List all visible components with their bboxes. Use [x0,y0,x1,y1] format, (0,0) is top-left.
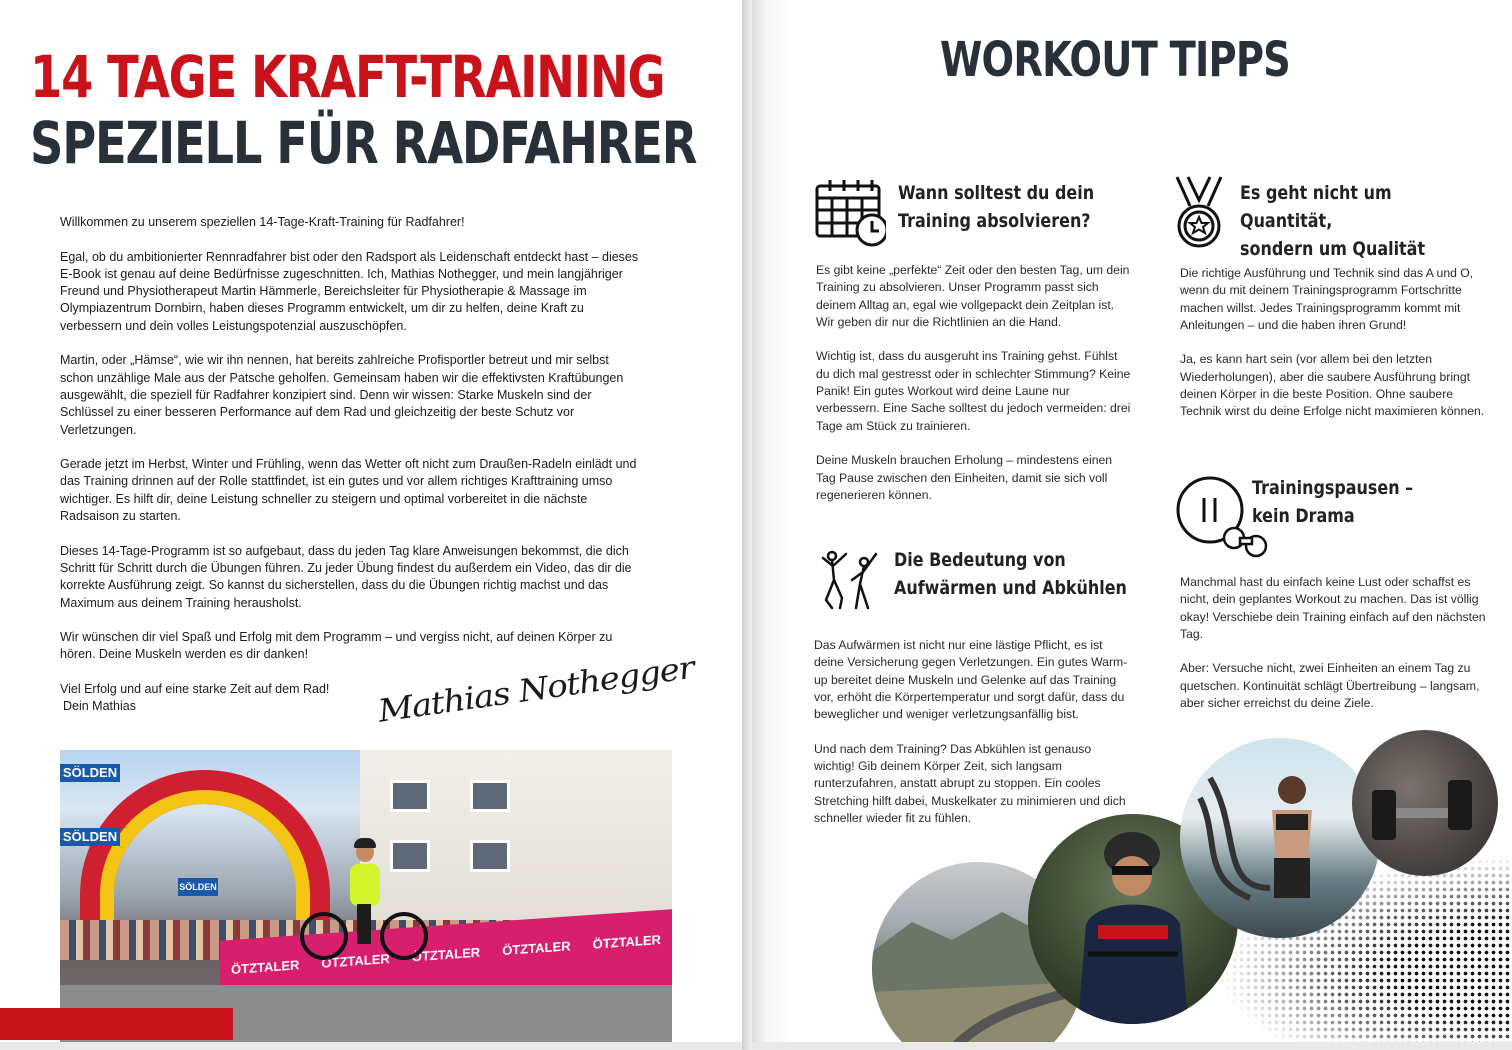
signature-name: Mathias Nothegger [376,649,697,730]
section-body [1180,574,1490,730]
banner-word: ÖTZTALER [411,944,481,965]
section-paragraph: Ja, es kann hart sein (vor allem bei den letzten Wiederholungen), aber die saubere Ausführung bringt deinen Körper in die beste Position. Ohne saubere Technik wirst du deine Erfolge nicht maximieren können. [1180,352,1485,419]
left-page [0,0,742,1042]
cyclist-helmet [354,838,376,848]
section-paragraph: Das Aufwärmen ist nicht nur eine lästige Pflicht, es ist deine Versicherung gegen Verletzungen. Ein gutes Warm-up bereitet deine Muskeln und Gelenke auf das Training vor, erhöht die Körpertemperatur und sorgt dafür, dass du beweglicher und weniger verletzungsanfällig bist. [814,638,1128,722]
workout-tips-title: WORKOUT TIPPS [940,32,1291,88]
battle-ropes-photo [1180,738,1380,938]
photo-window [470,840,510,872]
intro-text [60,214,645,716]
banner-word: ÖTZTALER [231,957,300,978]
photo-sign: SÖLDEN [60,828,120,846]
section-heading-line: Training absolvieren? [898,210,1091,232]
main-title-line1: 14 TAGE KRAFT-TRAINING [30,43,665,111]
dumbbells-illustration [1352,730,1498,876]
section-paragraph: Manchmal hast du einfach keine Lust oder schaffst es nicht, dein geplantes Workout zu machen. Das ist völlig okay! Verschiebe dein Training einfach auf den nächsten Tag. [1180,575,1486,641]
section-heading-line: Trainingspausen – [1252,477,1414,499]
section-heading-line: Es geht nicht um Quantität, [1240,182,1392,232]
section-heading [1240,179,1468,263]
intro-paragraph: Gerade jetzt im Herbst, Winter und Frühling, wenn das Wetter oft nicht zum Draußen-Radeln einlädt und das Training drinnen auf der Rolle stattfindet, ist ein gutes und vor allem richtiges Krafttraining umso wichtiger. Es hilft dir, deine Leistung schneller zu steigern und optimal vorbereitet in die nächste Radsaison zu starten. [60,457,637,524]
bike-wheel [300,912,348,960]
battle-ropes-illustration [1180,738,1380,938]
cyclist-leg [357,904,371,944]
section-heading [1252,474,1413,530]
photo-sign: SÖLDEN [60,764,120,782]
intro-paragraph: Dieses 14-Tage-Programm ist so aufgebaut, dass du jeden Tag klare Anweisungen bekommst, die dich Schritt für Schritt durch die Übungen führen. Zu jeder Übung findest du außerdem ein Video, das dir die korrekte Ausführung zeigt. So kannst du sicherstellen, dass du die Übungen richtig machst und das Maximum aus deinem Training herausholst. [60,543,632,610]
photo-window [470,780,510,812]
calendar-clock-icon [814,178,886,248]
section-paragraph: Deine Muskeln brauchen Erholung – mindestens einen Tag Pause zwischen den Einheiten, damit sie sich voll regenerieren können. [816,453,1113,502]
photo-window [390,840,430,872]
photo-building [360,750,672,920]
section-heading-line: kein Drama [1252,505,1355,527]
right-page [752,0,1512,1042]
section-heading-line: sondern um Qualität [1240,238,1426,260]
photo-banner-text [220,931,672,978]
section-body [814,637,1132,845]
section-heading-line: Aufwärmen und Abkühlen [894,577,1127,599]
signoff-name: Dein Mathias [63,699,136,714]
section-heading [894,546,1127,602]
cyclist-finish-photo [60,750,672,1042]
section-paragraph: Wichtig ist, dass du ausgeruht ins Training gehst. Fühlst du dich mal gestresst oder in schlechter Stimmung? Keine Panik! Ein gutes Workout wird deine Laune nur verbessern. Eine Sache solltest du jedoch vermeiden: drei Tage am Stück zu trainieren. [816,349,1131,433]
section-paragraph: Die richtige Ausführung und Technik sind das A und O, wenn du mit deinem Trainingsprogramm Fortschritte machen willst. Jedes Trainingsprogramm kommt mit Anleitungen – und die haben ihren Grund! [1180,266,1474,332]
book-gutter [742,0,752,1050]
dumbbells-photo [1352,730,1498,876]
photo-sign: SÖLDEN [178,878,218,896]
main-title-line2: SPEZIELL FÜR RADFAHRER [30,109,697,177]
section-heading-line: Die Bedeutung von [894,549,1066,571]
intro-paragraph: Martin, oder „Hämse“, wie wir ihn nennen, hat bereits zahlreiche Profisportler betreut und mir selbst schon unzählige Male aus der Patsche geholfen. Gemeinsam haben wir die effektivsten Kraftübungen ausgewählt, die speziell für Radfahrer konzipiert sind. Denn wir wissen: Starke Muskeln sind der Schlüssel zu einer besseren Performance auf dem Rad und gleichzeitig der beste Schutz vor Verletzungen. [60,353,624,437]
medal-icon [1174,174,1224,252]
intro-paragraph: Egal, ob du ambitionierter Rennradfahrer bist oder den Radsport als Leidenschaft entdeckt hast – dieses E-Book ist genau auf deine Bedürfnisse zugeschnitten. Ich, Mathias Nothegger, und mein langjähriger Freund und Physiotherapeut Martin Hämmerle, Bereichsleiter für Physiotherapie & Massage im Olympiazentrum Dornbirn, haben dieses Programm entwickelt, um dir zu helfen, deine Kraft zu verbessern und dein volles Leistungspotenzial auszuschöpfen. [60,249,639,333]
banner-word: ÖTZTALER [321,950,390,971]
section-heading-line: Wann solltest du dein [898,182,1095,204]
section-heading [898,179,1094,235]
banner-word: ÖTZTALER [502,938,571,959]
signoff-line: Viel Erfolg und auf eine starke Zeit auf dem Rad! [60,682,330,697]
section-paragraph: Und nach dem Training? Das Abkühlen ist genauso wichtig! Gib deinem Körper Zeit, sich langsam runterzufahren, anstatt abrupt zu stoppen. Ein cooles Stretching hilft dabei, Muskelkater zu minimieren und dich schneller wieder fit zu fühlen. [814,741,1126,825]
cyclist-jersey [350,864,380,906]
accent-bar [0,1008,233,1040]
section-body [816,262,1134,521]
intro-paragraph: Willkommen zu unserem speziellen 14-Tage-Kraft-Training für Radfahrer! [60,215,465,229]
section-paragraph: Aber: Versuche nicht, zwei Einheiten an einem Tag zu quetschen. Kontinuität schlägt Übertreibung – langsam, aber sicher erreichst du deine Ziele. [1180,661,1480,711]
photo-window [390,780,430,812]
bike-wheel [380,912,428,960]
section-paragraph: Es gibt keine „perfekte“ Zeit oder den besten Tag, um dein Training zu absolvieren. Unser Programm passt sich deinem Alltag an, egal wie vollgepackt dein Zeitplan ist. Wir geben dir nur die Richtlinien an die Hand. [816,263,1130,329]
intro-paragraph: Wir wünschen dir viel Spaß und Erfolg mit dem Programm – und vergiss nicht, auf deinen Körper zu hören. Deine Muskeln werden es dir danken! [60,630,613,662]
banner-word: ÖTZTALER [592,931,661,952]
stretching-figures-icon [820,548,882,612]
section-body [1180,265,1494,438]
